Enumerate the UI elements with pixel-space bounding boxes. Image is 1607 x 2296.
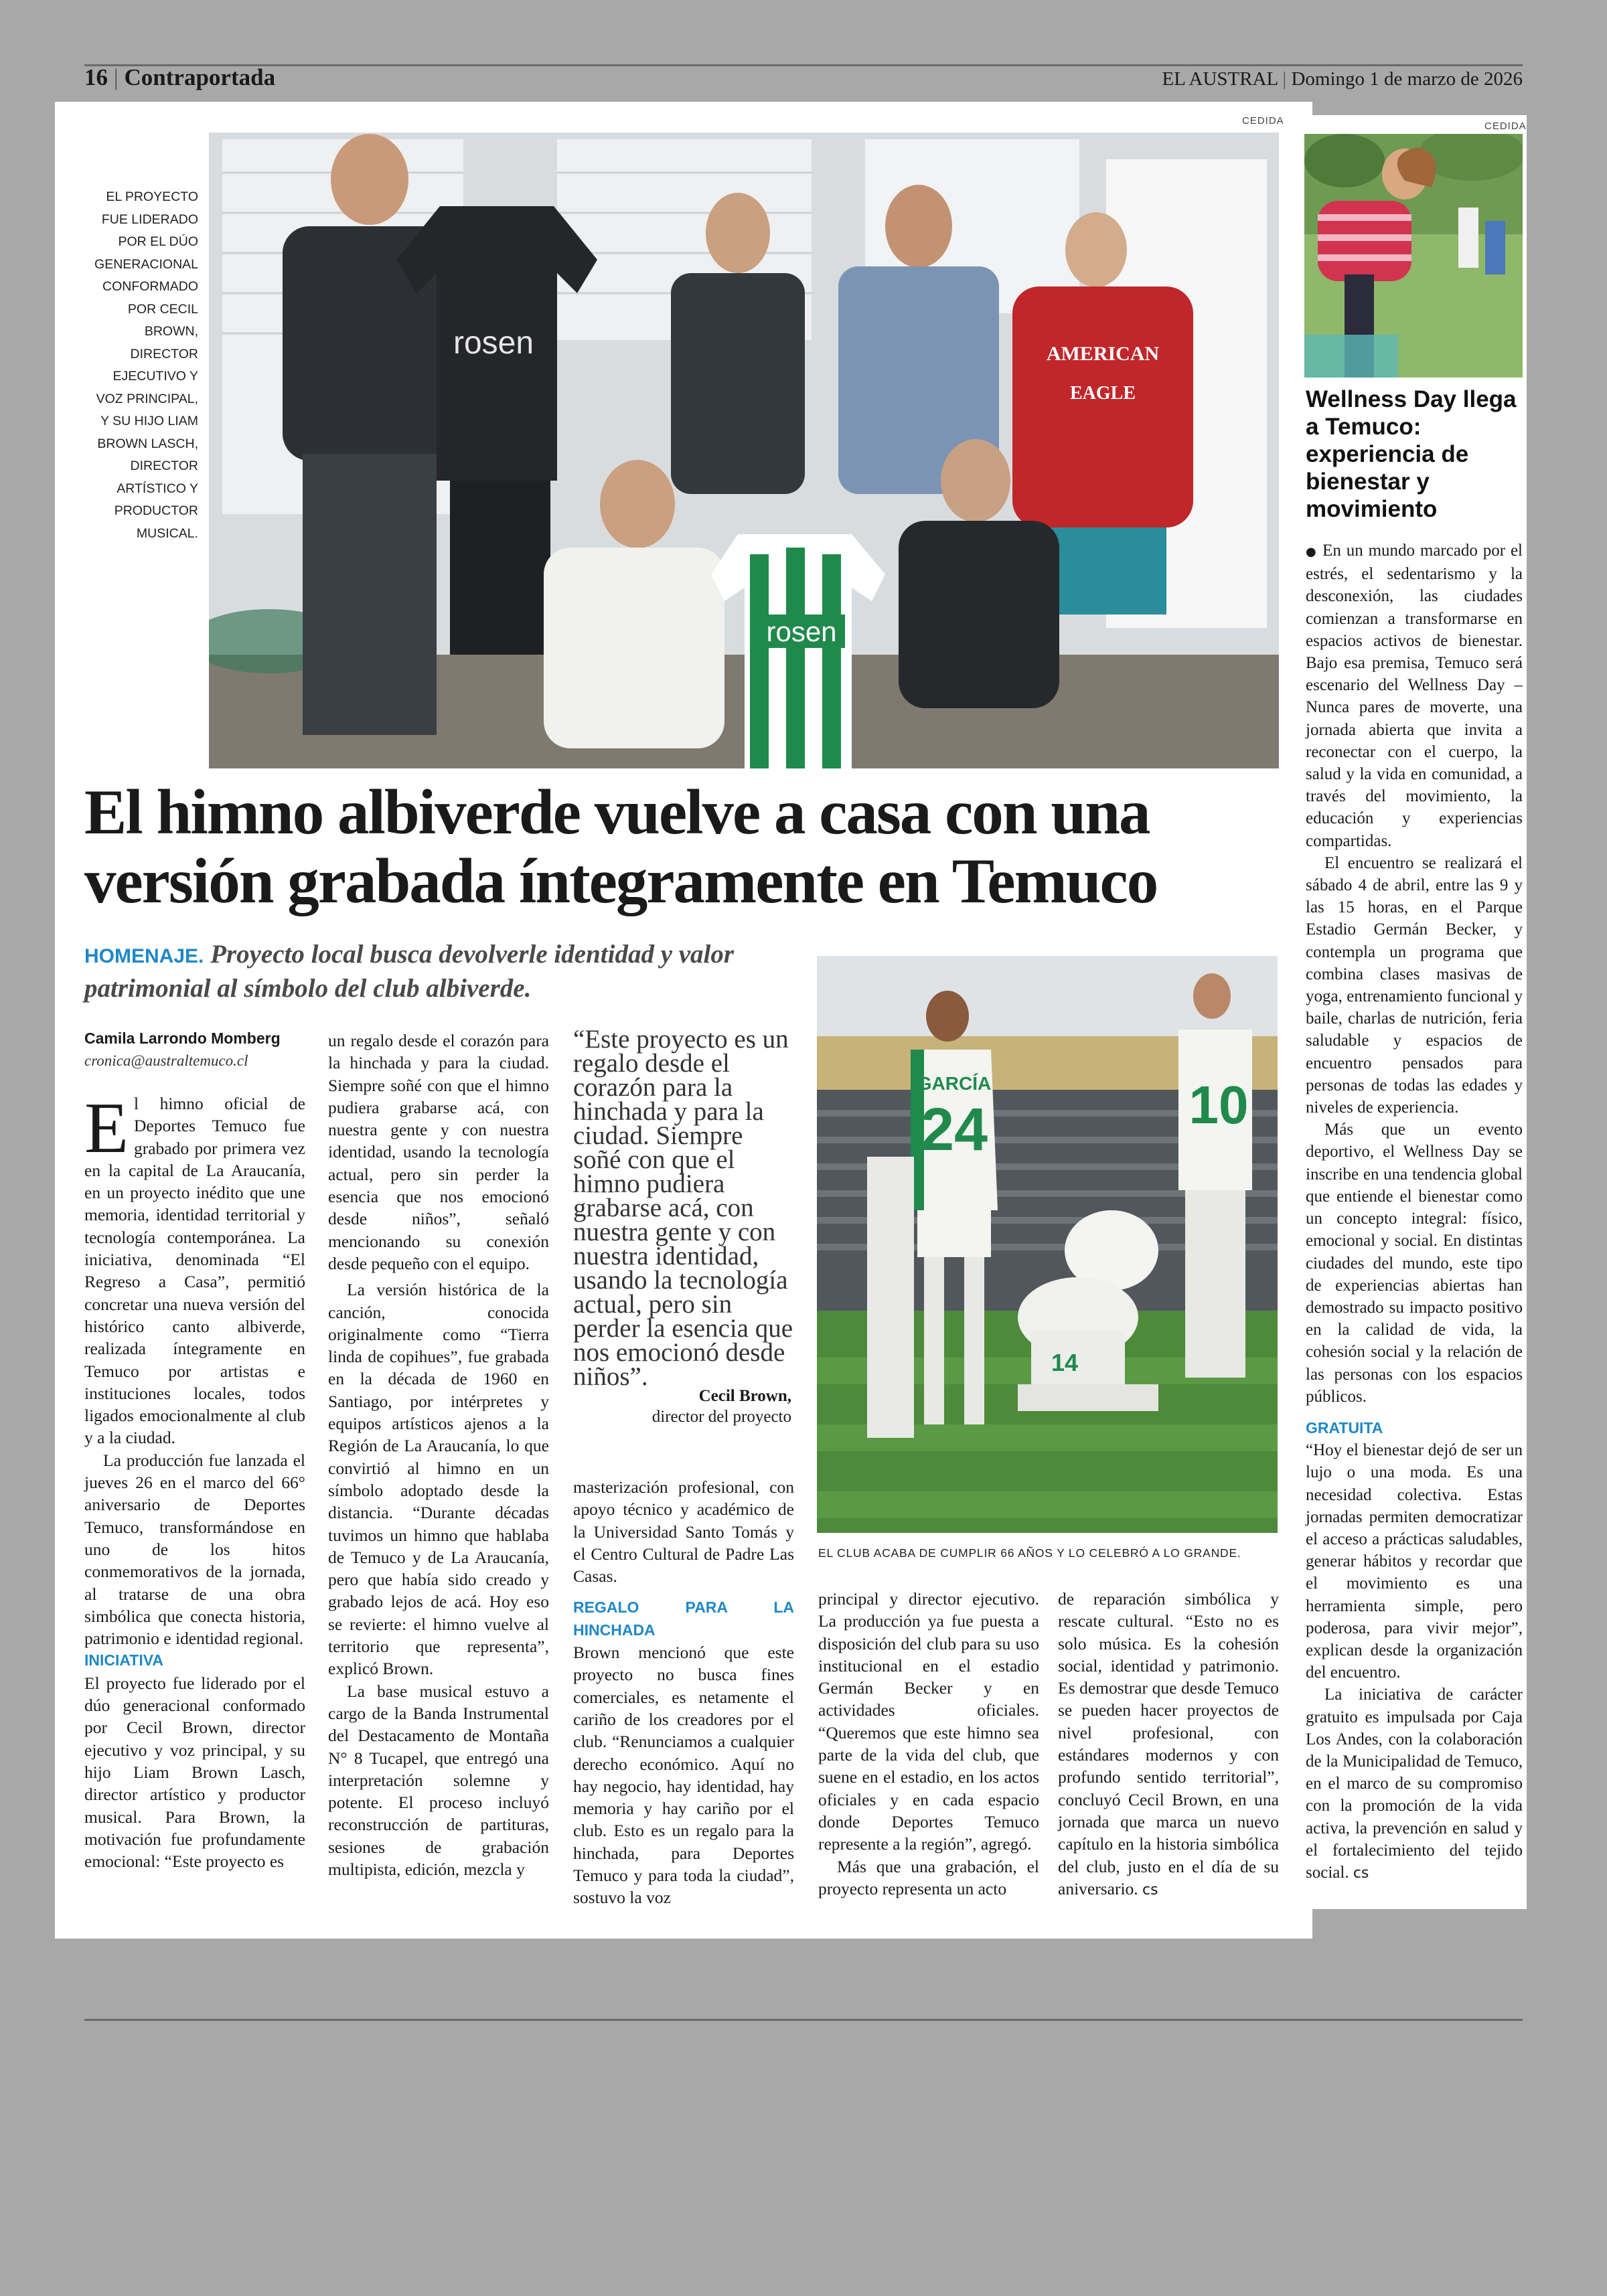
player-number-10: 10 bbox=[1189, 1075, 1249, 1135]
quote-author-name: Cecil Brown, bbox=[698, 1387, 791, 1405]
article-headline: El himno albiverde vuelve a casa con una versión grabada íntegramente en Temuco bbox=[84, 776, 1158, 916]
article-kicker: HOMENAJE. bbox=[84, 945, 204, 967]
sidebar-paragraph-1 bbox=[1306, 540, 1523, 852]
col2-paragraph-1: un regalo desde el corazón para la hinchada y para la ciudad. Siempre soñé con que el himno pudiera grabarse acá, con nuestra gente y con nuestra identidad, usando la tecnología actual, pero sin perder la esencia que nos emocionó desde niños”, señaló mencionando su conexión desde pequeño con el equipo. bbox=[328, 1031, 549, 1273]
article-end-mark: cs bbox=[1142, 1881, 1158, 1898]
match-photo-caption: EL CLUB ACABA DE CUMPLIR 66 AÑOS Y LO CELEBRÓ A LO GRANDE. bbox=[818, 1546, 1241, 1560]
sidebar-photo bbox=[1304, 134, 1523, 378]
bottom-rule bbox=[84, 2019, 1523, 2021]
sidebar-end-mark: cs bbox=[1353, 1865, 1369, 1882]
team-photo-illustration bbox=[209, 133, 1279, 768]
section-heading-regalo: REGALO PARA LA HINCHADA bbox=[573, 1598, 794, 1639]
main-photo-caption: EL PROYECTO FUE LIDERADO POR EL DÚO GENERACIONAL CONFORMADO POR CECIL BROWN, DIRECTOR EJECUTIVO Y VOZ PRINCIPAL, Y SU HIJO LIAM BROWN LASCH, DIRECTOR ARTÍSTICO Y PRODUCTOR MUSICAL. bbox=[94, 189, 198, 541]
newspaper-name: EL AUSTRAL bbox=[1162, 68, 1278, 90]
sidebar-body bbox=[1306, 540, 1523, 1884]
article-column-4 bbox=[818, 1588, 1039, 1900]
col1-paragraph-1 bbox=[84, 1088, 305, 1449]
page-header-right: EL AUSTRAL | Domingo 1 de marzo de 2026 bbox=[1162, 68, 1523, 90]
main-photo bbox=[209, 133, 1279, 768]
dark-jersey-sponsor: rosen bbox=[453, 325, 534, 361]
article-column-1 bbox=[84, 1088, 305, 1872]
col1-paragraph-3: El proyecto fue liderado por el dúo generacional conformado por Cecil Brown, director ejecutivo y voz principal, y su hijo Liam Brown Lasch, director artístico y productor musical. Para Brown, la motivación fue profundamente emocional: “Este proyecto es bbox=[84, 1673, 305, 1872]
sidebar-paragraph-3: Más que un evento deportivo, el Wellness Day se inscribe en una tendencia global que entiende el bienestar como un concepto integral: físico, emocional y social. En distintas ciudades del mundo, este tipo de experiencias abiertas han demostrado su impacto positivo en la calidad de vida, la cohesión social y la relación de las personas con los espacios públicos. bbox=[1306, 1121, 1523, 1406]
pull-quote-attribution bbox=[573, 1386, 791, 1427]
col1-p1-text: l himno oficial de Deportes Temuco fue grabado por primera vez en la capital de La Araucanía, en un proyecto inédito que une memoria, identidad territorial y tecnología contemporánea. La iniciativa, denominada “El Regreso a Casa”, permitió concretar una nueva versión del histórico canto albiverde, realizada íntegramente en Temuco por artistas e instituciones locales, todos ligados emocionalmente al club y a la ciudad. bbox=[84, 1094, 305, 1448]
player-number-24: 24 bbox=[920, 1096, 988, 1163]
col4-paragraph-2: Más que una grabación, el proyecto representa un acto bbox=[818, 1856, 1039, 1898]
wellness-photo-illustration bbox=[1304, 134, 1523, 378]
quote-author-role: director del proyecto bbox=[652, 1408, 791, 1426]
hoodie-text-1: AMERICAN bbox=[1046, 343, 1160, 365]
sidebar-paragraph-2: El encuentro se realizará el sábado 4 de abril, entre las 9 y las 15 horas, en el Parque Estadio Germán Becker, y contempla un programa que combina clases masivas de yoga, entrenamiento funcional y baile, charlas de nutrición, feria saludable y espacios de encuentro pensados para personas de todas las edades y niveles de experiencia. bbox=[1306, 853, 1523, 1117]
sidebar-title: Wellness Day llega a Temuco: experiencia de bienestar y movimiento bbox=[1306, 386, 1517, 522]
article-subhead-text: Proyecto local busca devolverle identidad y valor patrimonial al símbolo del club albiverde. bbox=[84, 940, 735, 1003]
bullet-icon: ● bbox=[1306, 545, 1318, 559]
main-photo-credit: CEDIDA bbox=[1242, 115, 1284, 127]
sidebar-paragraph-5 bbox=[1306, 1684, 1523, 1884]
page-header-left: 16 | Contraportada bbox=[84, 64, 276, 90]
col1-paragraph-2: La producción fue lanzada el jueves 26 en el marco del 66° aniversario de Deportes Temuco, transformándose en uno de los hitos conmemorativos de la jornada, al tratarse de una obra simbólica que conecta historia, patrimonio e identidad regional. bbox=[84, 1450, 305, 1649]
article-author: Camila Larrondo Momberg bbox=[84, 1030, 281, 1047]
section-name: Contraportada bbox=[124, 64, 276, 90]
publication-date: Domingo 1 de marzo de 2026 bbox=[1291, 68, 1523, 90]
player-number-14: 14 bbox=[1051, 1349, 1079, 1376]
col2-paragraph-3: La base musical estuvo a cargo de la Banda Instrumental del Destacamento de Montaña N° 8 Tucapel, que entregó una interpretación solemne y potente. El proceso incluyó reconstrucción de partituras, sesiones de grabación multipista, edición, mezcla y bbox=[328, 1681, 549, 1879]
article-column-2 bbox=[328, 1030, 549, 1880]
match-photo bbox=[817, 956, 1278, 1533]
celebration-photo-illustration bbox=[817, 956, 1278, 1533]
article-email: cronica@australtemuco.cl bbox=[84, 1052, 248, 1069]
drop-cap: E bbox=[84, 1088, 129, 1168]
hoodie-text-2: EAGLE bbox=[1069, 383, 1136, 404]
page-number: 16 bbox=[84, 64, 108, 90]
col3-paragraph-1: masterización profesional, con apoyo técnico y académico de la Universidad Santo Tomás y el Centro Cultural de Padre Las Casas. bbox=[573, 1477, 794, 1586]
green-jersey-sponsor: rosen bbox=[766, 616, 837, 647]
sidebar-section-gratuita: GRATUITA bbox=[1306, 1418, 1383, 1437]
article-column-5 bbox=[1058, 1588, 1279, 1901]
article-column-3 bbox=[573, 1476, 794, 1909]
col5-p1-text: de reparación simbólica y rescate cultural. “Esto no es solo música. Es la cohesión social, identidad y patrimonio. Es demostrar que desde Temuco se pueden hacer proyectos de nivel profesional, con estándares modernos y con profundo sentido territorial”, concluyó Cecil Brown, en una jornada que marca un nuevo capítulo en la historia simbólica del club, justo en el día de su aniversario. bbox=[1058, 1589, 1279, 1898]
pull-quote: “Este proyecto es un regalo desde el corazón para la hinchada y para la ciudad. Siempre soñé con que el himno pudiera grabarse acá, con nuestra gente y con nuestra identidad, usando la tecnología actual, pero sin perder la esencia que nos emocionó desde niños”. bbox=[573, 1025, 793, 1391]
section-heading-iniciativa: INICIATIVA bbox=[84, 1651, 163, 1669]
col3-paragraph-2: Brown mencionó que este proyecto no busca fines comerciales, es netamente el cariño de los creadores por el club. “Renunciamos a cualquier derecho económico. Aquí no hay negocio, hay identidad, hay memoria y hay cariño por el club. Esto es un regalo para la hinchada, para Deportes Temuco y para toda la ciudad”, sostuvo la voz bbox=[573, 1643, 794, 1908]
top-rule bbox=[84, 64, 1523, 66]
col4-paragraph-1: principal y director ejecutivo. La producción ya fue puesta a disposición del club para su uso institucional en el estadio Germán Becker y en actividades oficiales. “Queremos que este himno sea parte de la vida del club, que suene en el estadio, en los actos oficiales y en cada espacio donde Deportes Temuco represente a la región”, agregó. bbox=[818, 1589, 1039, 1854]
col2-paragraph-2: La versión histórica de la canción, conocida originalmente como “Tierra linda de copihues”, fue grabada en la década de 1960 en Santiago, por intérpretes y equipos artísticos ajenos a la Región de La Araucanía, lo que convirtió al himno en un símbolo adoptado desde la distancia. “Durante décadas tuvimos un himno que hablaba de Temuco y de La Araucanía, pero que había sido creado y grabado lejos de acá. Hoy eso se revierte: el himno vuelve al territorio que representa”, explicó Brown. bbox=[328, 1280, 549, 1679]
sidebar-photo-credit: CEDIDA bbox=[1484, 120, 1527, 132]
sidebar-paragraph-4: “Hoy el bienestar dejó de ser un lujo o una moda. Es una necesidad colectiva. Estas jornadas permiten democratizar el acceso a prácticas saludables, generar hábitos y recordar que el movimiento es una herramienta simple, pero poderosa, para vivir mejor”, explican desde la organización del encuentro. bbox=[1306, 1441, 1523, 1682]
sidebar-p5-text: La iniciativa de carácter gratuito es impulsada por Caja Los Andes, con la colaboración de la Municipalidad de Temuco, en el marco de su compromiso con la promoción de la vida activa, la prevención en salud y el fortalecimiento del tejido social. bbox=[1306, 1686, 1523, 1882]
player-name: GARCÍA bbox=[917, 1073, 992, 1094]
article-subhead bbox=[84, 938, 794, 1005]
sidebar-p1-text: En un mundo marcado por el estrés, el sedentarismo y la desconexión, las ciudades comienzan a transformarse en espacios activos de bienestar. Bajo esa premisa, Temuco será escenario del Wellness Day – Nunca pares de moverte, una jornada abierta que invita a reconectar con el cuerpo, la salud y la vida en comunidad, a través del movimiento, la educación y experiencias compartidas. bbox=[1306, 542, 1523, 850]
col5-paragraph-1 bbox=[1058, 1588, 1279, 1901]
